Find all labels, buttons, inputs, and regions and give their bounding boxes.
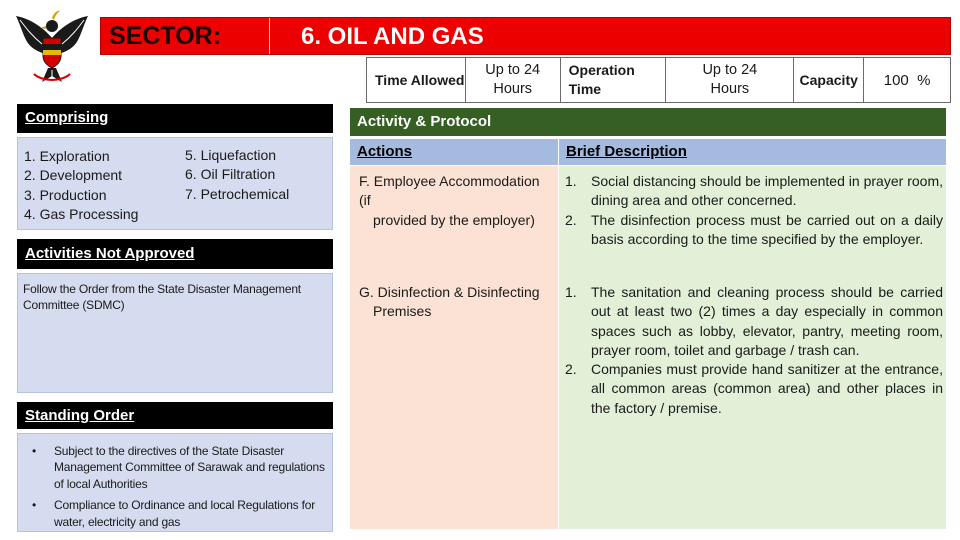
standing-order-list (32, 443, 332, 535)
capacity-value: 100 % (864, 58, 951, 103)
time-allowed-value: Up to 24 Hours (465, 58, 560, 103)
action-f-title: F. Employee Accommodation (if (359, 173, 540, 209)
sector-label: SECTOR: (109, 22, 222, 50)
not-approved-panel (17, 273, 333, 393)
action-f-continued: provided by the employer) (373, 211, 535, 228)
standing-order-text: Subject to the directives of the State Disaster Management Committee of Sarawak and regulations of local Authorities (54, 444, 325, 491)
actions-column (350, 166, 558, 529)
brief-list-f (565, 172, 943, 249)
actions-column-header: Actions (350, 139, 558, 165)
action-item-f (359, 172, 555, 230)
operation-time-value: Up to 24 Hours (666, 58, 794, 103)
brief-item-number: 2. (565, 361, 577, 378)
action-g-title: G. Disinfection & Disinfecting (359, 284, 540, 300)
brief-item-text: Social distancing should be implemented in prayer room, dining area and other concerned. (591, 173, 943, 209)
operation-time-label: Operation Time (560, 58, 666, 103)
comprising-item: 4. Gas Processing (24, 205, 139, 222)
standing-order-panel (17, 433, 333, 532)
standing-order-header: Standing Order (17, 402, 333, 429)
brief-item (565, 360, 943, 418)
sector-title-bar (100, 17, 951, 55)
standing-order-text: Compliance to Ordinance and local Regulations for water, electricity and gas (54, 498, 316, 529)
brief-list-g (565, 283, 943, 418)
brief-item (565, 172, 943, 211)
brief-item-number: 1. (565, 173, 577, 189)
comprising-item: 6. Oil Filtration (185, 166, 276, 183)
brief-item-text: Companies must provide hand sanitizer at the entrance, all common areas (common area) and other places in the factory / premise. (591, 361, 943, 416)
standing-order-item (32, 443, 332, 492)
comprising-item: 7. Petrochemical (185, 185, 290, 202)
activity-protocol-header: Activity & Protocol (350, 108, 946, 136)
comprising-item: 3. Production (24, 186, 107, 203)
title-divider (269, 18, 270, 54)
brief-item (565, 211, 943, 250)
action-item-g (359, 283, 555, 322)
comprising-header: Comprising (17, 104, 333, 133)
comprising-item: 1. Exploration (24, 148, 110, 164)
not-approved-header: Activities Not Approved (17, 239, 333, 269)
bullet-icon: • (32, 498, 37, 513)
brief-item-number: 1. (565, 284, 577, 300)
comprising-item: 2. Development (24, 167, 123, 184)
comprising-list-right (185, 146, 289, 204)
time-allowed-label: Time Allowed (367, 58, 466, 103)
brief-item-number: 2. (565, 211, 577, 228)
comprising-list-left (24, 147, 138, 224)
action-g-continued: Premises (373, 303, 432, 320)
bullet-icon: • (32, 444, 37, 458)
not-approved-text: Follow the Order from the State Disaster Management Committee (SDMC) (23, 282, 301, 312)
standing-order-item (32, 497, 332, 530)
brief-item (565, 283, 943, 360)
comprising-item: 5. Liquefaction (185, 147, 277, 163)
brief-item-text: The disinfection process must be carried out on a daily basis according to the time specified by the employer. (591, 211, 943, 247)
operation-info-table (366, 57, 951, 103)
sarawak-coat-of-arms-icon (12, 8, 92, 88)
sector-name: 6. OIL AND GAS (301, 23, 484, 50)
brief-description-column (559, 166, 946, 529)
capacity-label: Capacity (794, 58, 864, 103)
comprising-panel (17, 137, 333, 230)
brief-description-column-header: Brief Description (559, 139, 946, 165)
brief-item-text: The sanitation and cleaning process should be carried out at least two (2) times a day especially in common spaces such as lobby, elevator, pantry, meeting room, prayer room, toilet and garbage / trash can. (591, 284, 943, 358)
